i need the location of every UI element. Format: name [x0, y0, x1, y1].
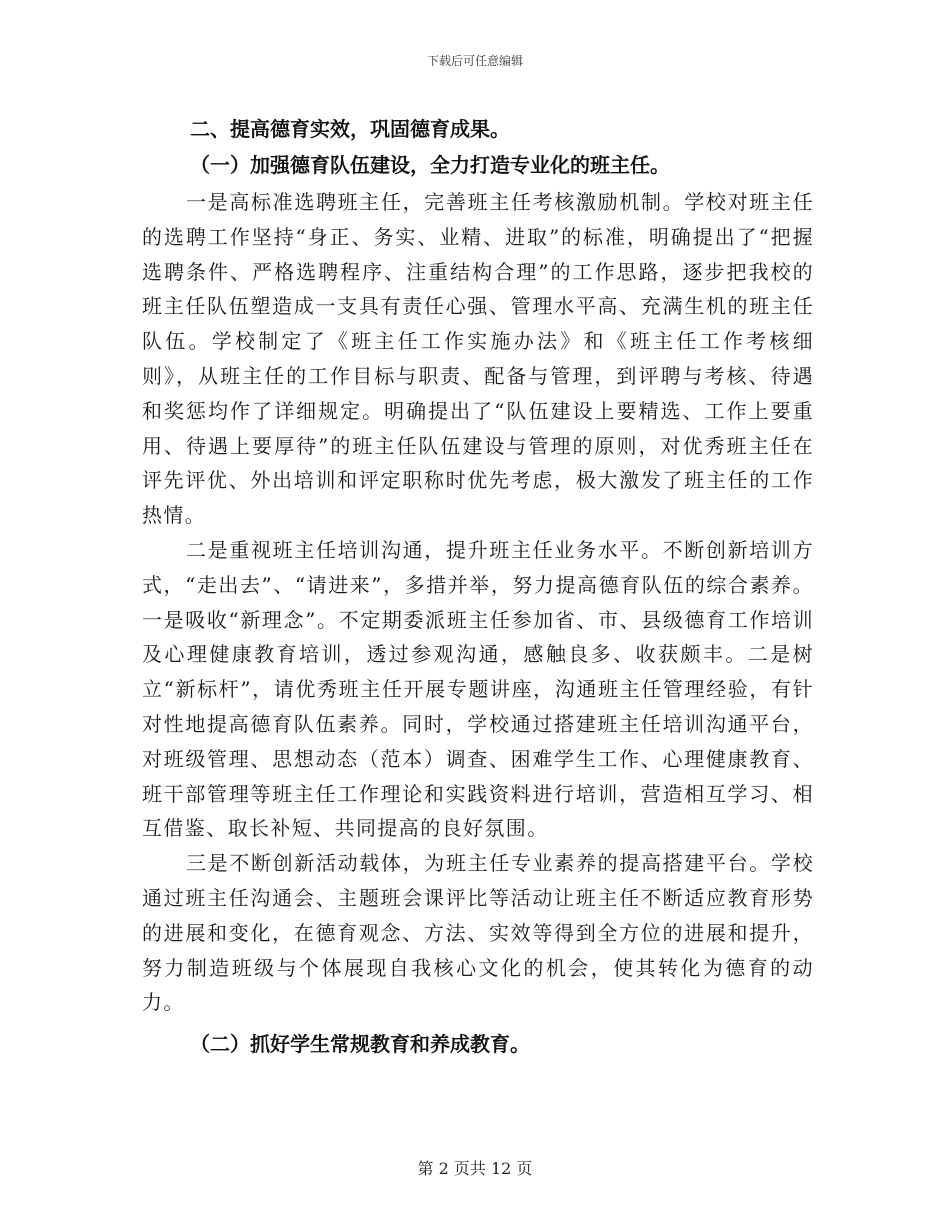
- paragraph-2: 二是重视班主任培训沟通，提升班主任业务水平。不断创新培训方式，“走出去”、“请进来”，多措并举，努力提高德育队伍的综合素养。一是吸收“新理念”。不定期委派班主任参加省、市、县级德育工作培训及心理健康教育培训，透过参观沟通，感触良多、收获颇丰。二是树立“新标杆”，请优秀班主任开展专题讲座，沟通班主任管理经验，有针对性地提高德育队伍素养。同时，学校通过搭建班主任培训沟通平台，对班级管理、思想动态（范本）调查、困难学生工作、心理健康教育、班干部管理等班主任工作理论和实践资料进行培训，营造相互学习、相互借鉴、取长补短、共同提高的良好氛围。: [142, 537, 814, 841]
- paragraph-3: 三是不断创新活动载体，为班主任专业素养的提高搭建平台。学校通过班主任沟通会、主题班会课评比等活动让班主任不断适应教育形势的进展和变化，在德育观念、方法、实效等得到全方位的进展和提升，努力制造班级与个体展现自我核心文化的机会，使其转化为德育的动力。: [142, 851, 814, 1015]
- paragraph-1: 一是高标准选聘班主任，完善班主任考核激励机制。学校对班主任的选聘工作坚持“身正、务实、业精、进取”的标准，明确提出了“把握选聘条件、严格选聘程序、注重结构合理”的工作思路，逐步把我校的班主任队伍塑造成一支具有责任心强、管理水平高、充满生机的班主任队伍。学校制定了《班主任工作实施办法》和《班主任工作考核细则》，从班主任的工作目标与职责、配备与管理，到评聘与考核、待遇和奖惩均作了详细规定。明确提出了“队伍建设上要精选、工作上要重用、待遇上要厚待”的班主任队伍建设与管理的原则，对优秀班主任在评先评优、外出培训和评定职称时优先考虑，极大激发了班主任的工作热情。: [142, 190, 814, 528]
- page-number-footer: 第 2 页共 12 页: [417, 1159, 533, 1178]
- document-body: [142, 111, 814, 1062]
- section-heading: 二、提高德育实效，巩固德育成果。: [190, 117, 510, 141]
- page-header: 下载后可任意编辑: [426, 54, 523, 68]
- subsection-heading-1: （一）加强德育队伍建设，全力打造专业化的班主任。: [190, 153, 670, 177]
- subsection-heading-2: （二）抓好学生常规教育和养成教育。: [190, 1032, 530, 1057]
